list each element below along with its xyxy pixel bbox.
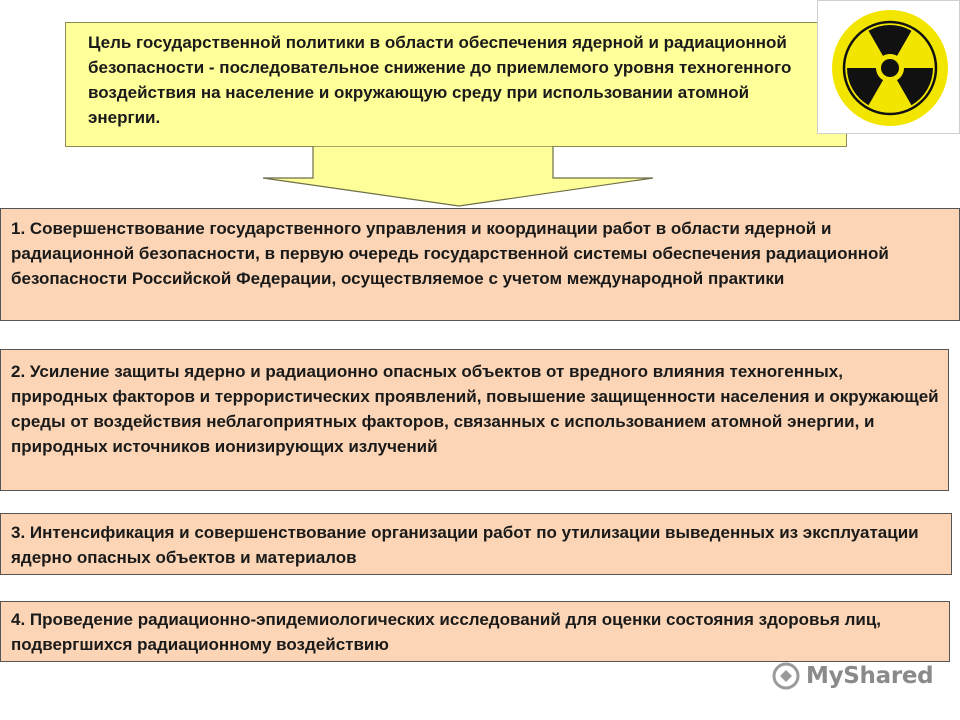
watermark [772,660,933,692]
radiation-trefoil-icon [829,7,951,129]
goal-box [65,22,847,147]
policy-item-3 [0,513,952,575]
watermark-text: MyShared [806,663,934,689]
policy-item-1-text: 1. Совершенствование государственного управления и координации работ в области ядерной и радиационной безопасности, в первую очередь государственной системы обеспечения радиационной безопасности Российской Федерации, осуществляемое с учетом международной практики [11,219,889,288]
myshared-logo-icon [772,662,800,690]
goal-text: Цель государственной политики в области обеспечения ядерной и радиационной безопасности - последовательное снижение до приемлемого уровня техногенного воздействия на население и окружающую среду при использовании атомной энергии. [88,33,792,127]
policy-item-2 [0,349,949,491]
policy-item-3-text: 3. Интенсификация и совершенствование организации работ по утилизации выведенных из эксплуатации ядерно опасных объектов и материалов [11,523,919,567]
policy-item-4 [0,601,950,662]
policy-item-2-text: 2. Усиление защиты ядерно и радиационно опасных объектов от вредного влияния техногенных, природных факторов и террористических проявлений, повышение защищенности населения и окружающей среды от воздействия неблагоприятных факторов, связанных с использованием атомной энергии, и природных источников ионизирующих излучений [11,362,939,456]
down-arrow-icon [259,146,659,208]
policy-item-1 [0,208,960,321]
radiation-logo [817,0,960,134]
policy-item-4-text: 4. Проведение радиационно-эпидемиологических исследований для оценки состояния здоровья лиц, подвергшихся радиационному воздействию [11,610,881,654]
